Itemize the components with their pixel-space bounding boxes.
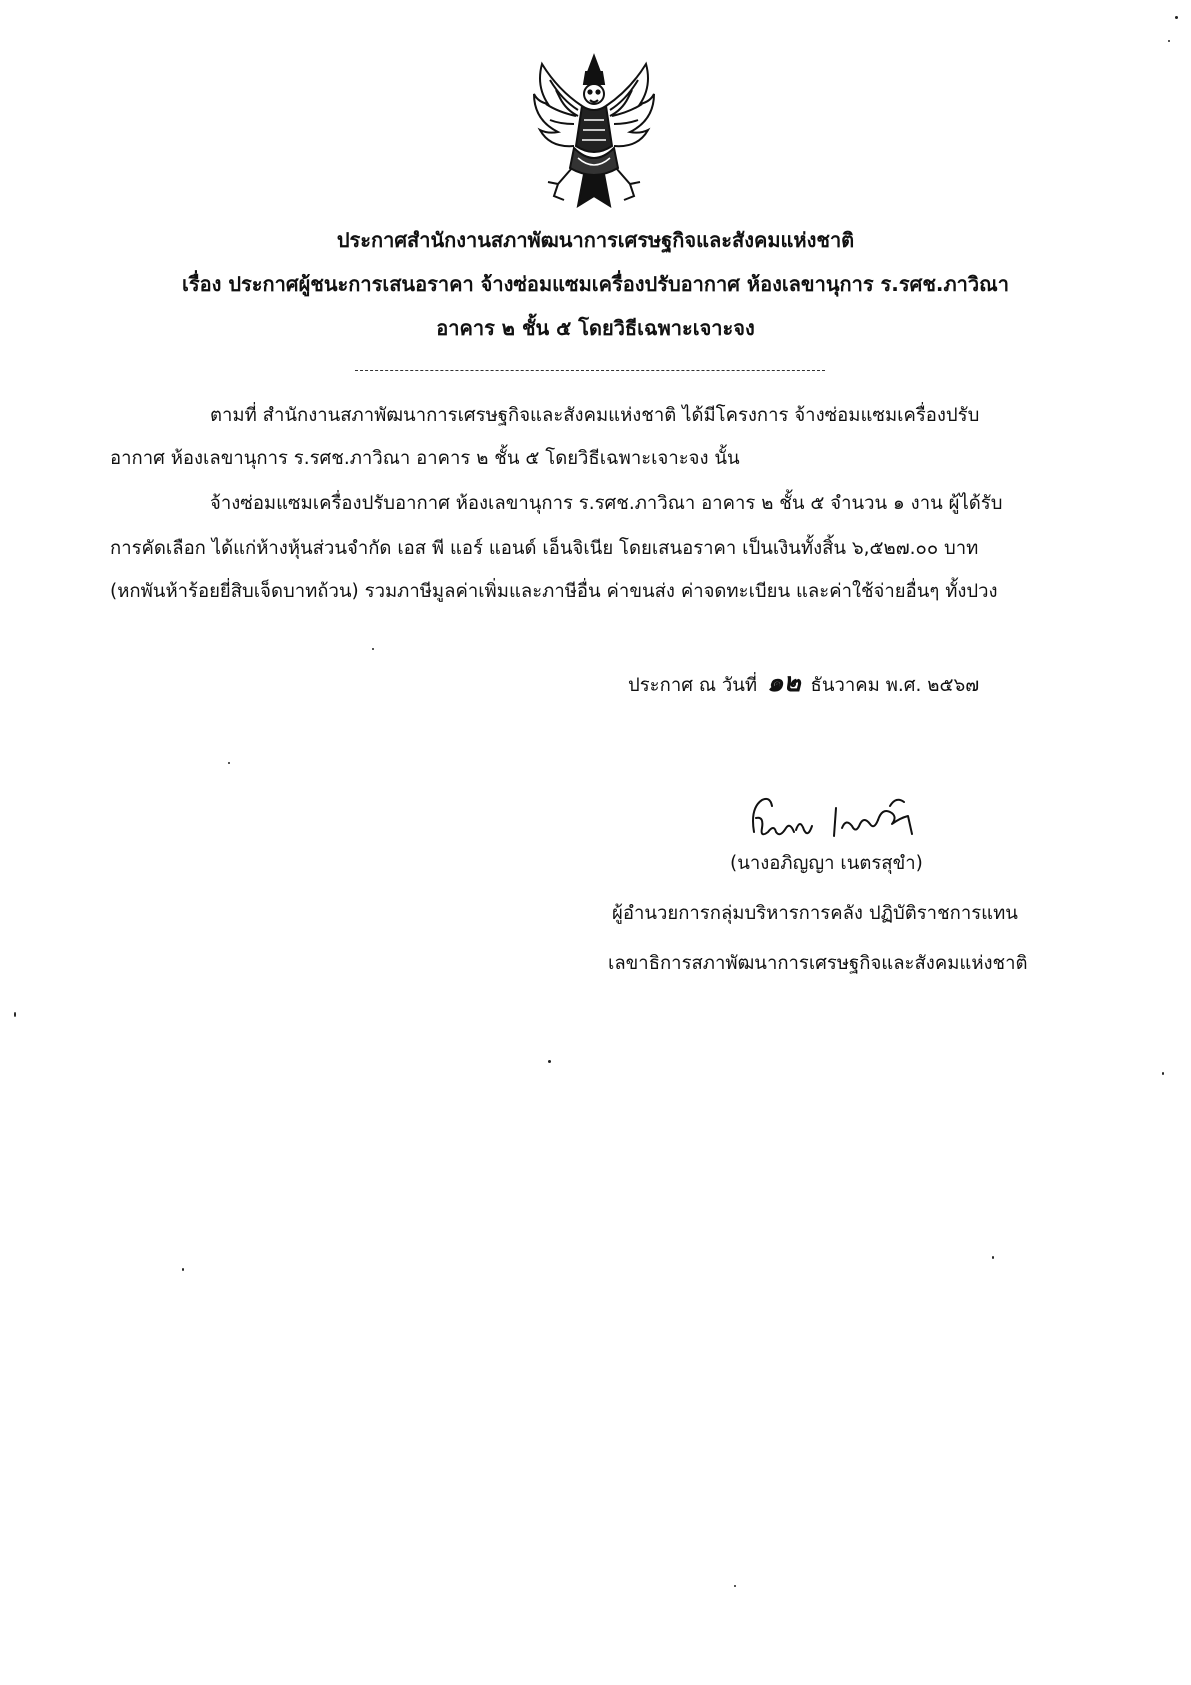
garuda-emblem-icon <box>528 50 660 210</box>
scan-speck <box>1162 1072 1164 1075</box>
paragraph-2-line-1: จ้างซ่อมแซมเครื่องปรับอากาศ ห้องเลขานุการ ร.รศช.ภาวิณา อาคาร ๒ ชั้น ๕ จำนวน ๑ งาน ผู้ได้รับ <box>210 493 1003 514</box>
scan-speck <box>1168 40 1170 42</box>
scan-speck <box>182 1268 184 1271</box>
scan-speck <box>372 648 374 650</box>
handwritten-signature <box>740 788 940 848</box>
paragraph-1-line-1: ตามที่ สำนักงานสภาพัฒนาการเศรษฐกิจและสังคมแห่งชาติ ได้มีโครงการ จ้างซ่อมแซมเครื่องปรับ <box>210 405 980 426</box>
date-prefix: ประกาศ ณ วันที่ <box>628 675 758 696</box>
scan-speck <box>228 762 230 764</box>
announcement-date <box>628 667 979 702</box>
paragraph-1-line-2: อากาศ ห้องเลขานุการ ร.รศช.ภาวิณา อาคาร ๒ ชั้น ๕ โดยวิธีเฉพาะเจาะจง นั้น <box>110 448 740 469</box>
announcement-subject: เรื่อง ประกาศผู้ชนะการเสนอราคา จ้างซ่อมแซมเครื่องปรับอากาศ ห้องเลขานุการ ร.รศช.ภาวิณา <box>182 272 1009 296</box>
scan-speck <box>734 1585 736 1587</box>
scan-speck <box>1175 16 1178 19</box>
paragraph-2-line-3: (หกพันห้าร้อยยี่สิบเจ็ดบาทถ้วน) รวมภาษีมูลค่าเพิ่มและภาษีอื่น ค่าขนส่ง ค่าจดทะเบียน และค่าใช้จ่ายอื่นๆ ทั้งปวง <box>110 581 998 602</box>
scan-speck <box>992 1256 994 1259</box>
scan-speck <box>14 1012 16 1017</box>
header-separator <box>355 370 825 371</box>
scan-speck <box>548 1060 551 1063</box>
date-suffix: ธันวาคม พ.ศ. ๒๕๖๗ <box>810 675 980 696</box>
signatory-name: (นางอภิญญา เนตรสุขำ) <box>730 853 923 874</box>
announcement-title: ประกาศสำนักงานสภาพัฒนาการเศรษฐกิจและสังคมแห่งชาติ <box>336 228 855 252</box>
date-day-handwritten: ๑๒ <box>767 668 801 698</box>
announcement-subject-continued: อาคาร ๒ ชั้น ๕ โดยวิธีเฉพาะเจาะจง <box>436 316 755 340</box>
signatory-position: ผู้อำนวยการกลุ่มบริหารการคลัง ปฏิบัติราชการแทน <box>612 903 1018 924</box>
paragraph-2-line-2: การคัดเลือก ได้แก่ห้างหุ้นส่วนจำกัด เอส พี แอร์ แอนด์ เอ็นจิเนีย โดยเสนอราคา เป็นเงินทั้งสิ้น ๖,๕๒๗.๐๐ บาท <box>110 538 979 559</box>
signatory-position-continued: เลขาธิการสภาพัฒนาการเศรษฐกิจและสังคมแห่งชาติ <box>608 953 1028 974</box>
